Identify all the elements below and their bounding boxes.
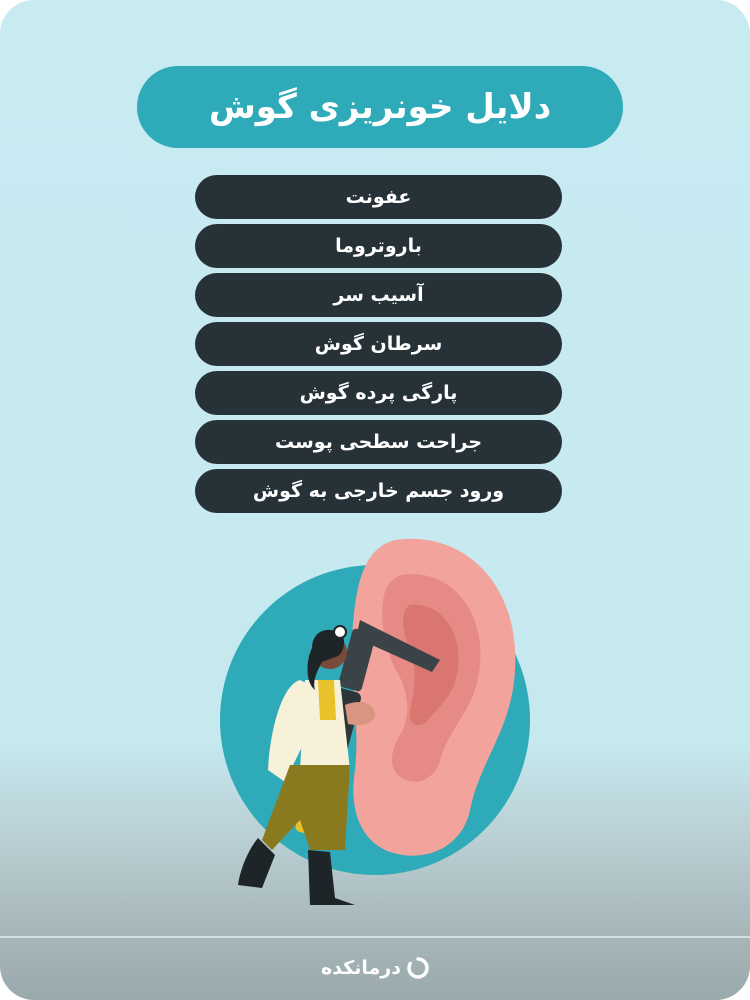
list-item (195, 469, 562, 513)
brand-name: درمانکده (321, 957, 401, 979)
list-item (195, 273, 562, 317)
cause-label: عفونت (345, 186, 412, 208)
cause-label: سرطان گوش (314, 333, 443, 355)
brand-footer (0, 948, 750, 988)
logo-ring-icon (407, 957, 429, 979)
cause-label: پارگی پرده گوش (299, 382, 458, 404)
footer-divider (0, 936, 750, 938)
cause-label: جراحت سطحی پوست (275, 431, 483, 453)
page-title: دلایل خونریزی گوش (208, 87, 552, 127)
title-banner (137, 66, 623, 148)
list-item (195, 175, 562, 219)
list-item (195, 322, 562, 366)
cause-label: ورود جسم خارجی به گوش (252, 480, 505, 502)
cause-label: باروتروما (335, 235, 422, 257)
doctor-ear-illustration (0, 520, 750, 920)
list-item (195, 371, 562, 415)
causes-list (195, 175, 562, 518)
list-item (195, 420, 562, 464)
list-item (195, 224, 562, 268)
cause-label: آسیب سر (333, 284, 424, 306)
